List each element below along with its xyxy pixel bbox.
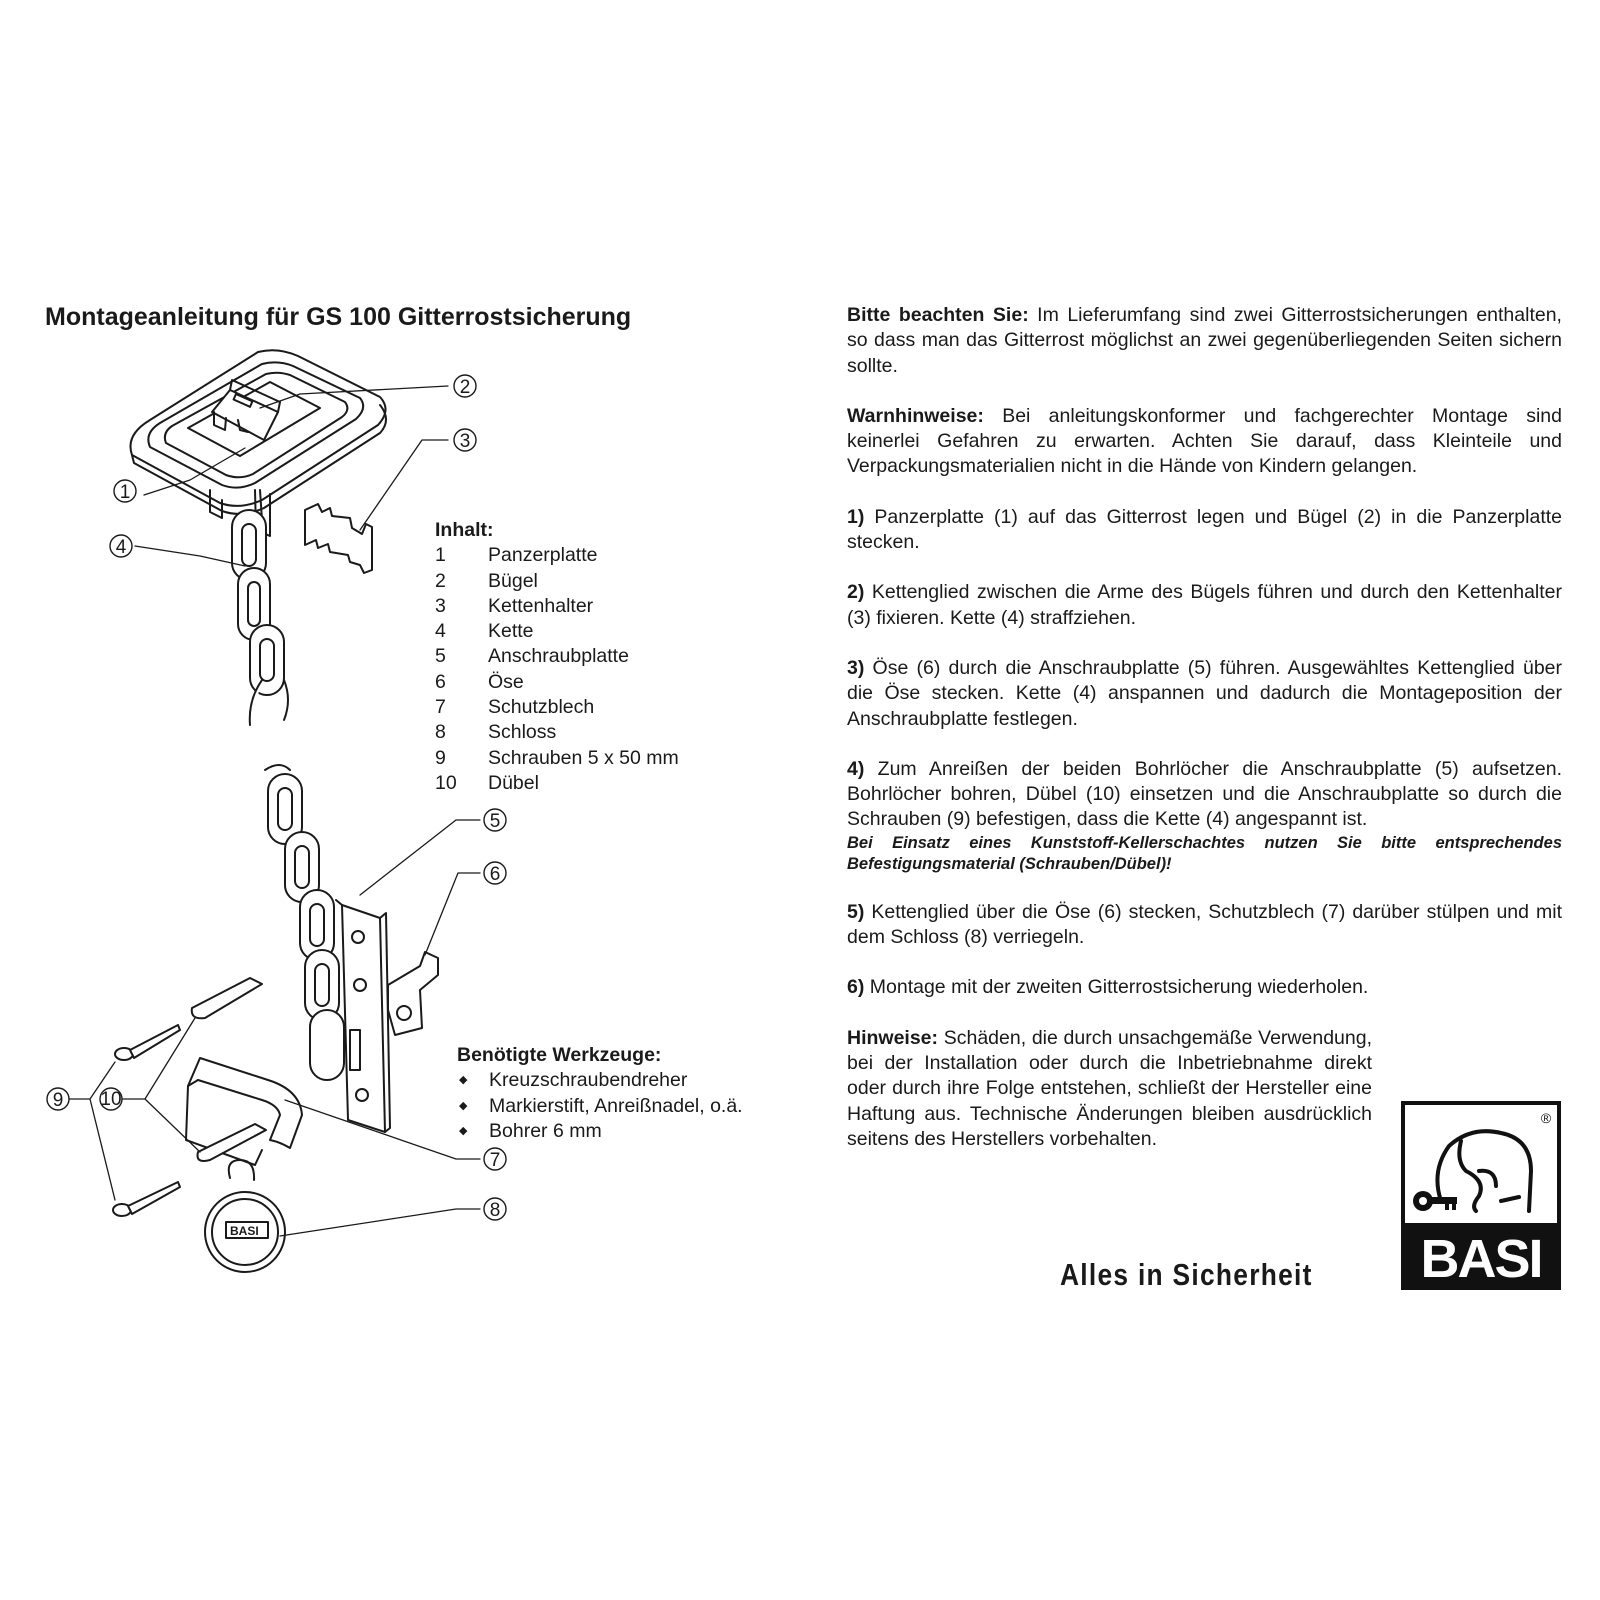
instructions-text [847, 303, 1562, 1177]
contents-item-number: 6 [435, 670, 446, 693]
step-3: 3) Öse (6) durch die Anschraubplatte (5) führen. Ausgewähltes Kettenglied über die Öse stecken. Kette (4) anspannen und dadurch die Montageposition der Anschraubplatte festlegen. [847, 656, 1562, 730]
contents-item [435, 771, 679, 796]
contents-item-number: 3 [435, 594, 446, 617]
lower-chain-drawing [265, 765, 344, 1080]
contents-item-label: Kette [488, 620, 534, 643]
disclaimer-paragraph: Hinweise: Schäden, die durch unsachgemäße Verwendung, bei der Installation oder durch die Inbetriebnahme direkt oder durch ihre Folge entstehen, schließt der Hersteller eine Haftung aus. Technische Änderungen bleiben ausdrücklich seitens des Herstellers vorbehalten. [847, 1026, 1372, 1150]
contents-item-number: 8 [435, 721, 446, 744]
step-5: 5) Kettenglied über die Öse (6) stecken, Schutzblech (7) darüber stülpen und mit dem Schloss (8) verriegeln. [847, 900, 1562, 949]
upper-chain-drawing [232, 510, 288, 725]
contents-item-number: 10 [435, 771, 457, 794]
slogan: Alles in Sicherheit [1060, 1257, 1313, 1292]
contents-item-label: Schloss [488, 721, 557, 744]
contents-item-number: 2 [435, 569, 446, 592]
logo-brand-text: BASI [1420, 1229, 1542, 1289]
step-4-warning: Bei Einsatz eines Kunststoff-Kellerschachtes nutzen Sie bitte entsprechendes Befestigungsmaterial (Schrauben/Dübel)! [847, 833, 1562, 873]
contents-item-label: Kettenhalter [488, 594, 594, 617]
warning-paragraph: Warnhinweise: Bei anleitungskonformer und fachgerechter Montage sind keinerlei Gefahren zu erwarten. Achten Sie darauf, dass Kleinteile und Verpackungsmaterialien nicht in die Hände von Kindern gelangen. [847, 404, 1562, 478]
screw-drawing [113, 1025, 180, 1216]
contents-item-label: Öse [488, 670, 524, 693]
callout-6: 6 [489, 864, 501, 885]
contents-item [435, 619, 679, 644]
callout-4: 4 [115, 537, 127, 558]
diamond-bullet-icon: ◆ [459, 1124, 468, 1137]
tools-item [457, 1094, 743, 1119]
armor-plate-drawing [130, 350, 386, 536]
contents-item [435, 670, 679, 695]
padlock-drawing [205, 1160, 285, 1272]
contents-item-label: Schrauben 5 x 50 mm [488, 746, 679, 769]
step-4: 4) Zum Anreißen der beiden Bohrlöcher die Anschraubplatte (5) aufsetzen. Bohrlöcher bohren, Dübel (10) einsetzen und die Anschraubplatte so durch die Schrauben (9) befestigen, dass die Kette (4) angespannt ist. [847, 757, 1562, 831]
diamond-bullet-icon: ◆ [459, 1099, 468, 1112]
contents-item-label: Schutzblech [488, 696, 595, 719]
contents-item [435, 594, 679, 619]
contents-item [435, 695, 679, 720]
callout-7: 7 [489, 1150, 501, 1171]
step-2: 2) Kettenglied zwischen die Arme des Bügels führen und durch den Kettenhalter (3) fixieren. Kette (4) straffziehen. [847, 581, 1562, 629]
diamond-bullet-icon: ◆ [459, 1074, 468, 1087]
contents-item [435, 720, 679, 745]
note-paragraph: Bitte beachten Sie: Im Lieferumfang sind zwei Gitterrostsicherungen enthalten, so dass man das Gitterrost möglichst an zwei gegenüberliegenden Seiten sichern sollte. [847, 304, 1562, 377]
registered-mark: ® [1540, 1110, 1552, 1126]
contents-item-number: 4 [435, 620, 446, 643]
contents-item-number: 9 [435, 746, 446, 769]
eyelet-drawing [388, 952, 438, 1035]
contents-item-label: Panzerplatte [488, 544, 598, 567]
callout-8: 8 [489, 1200, 501, 1221]
tools-heading: Benötigte Werkzeuge: [457, 1044, 662, 1066]
tools-item [457, 1119, 743, 1144]
contents-item-label: Dübel [488, 771, 539, 794]
chain-holder-drawing [305, 504, 372, 573]
tools-list [457, 1043, 743, 1144]
callout-9: 9 [52, 1090, 64, 1111]
contents-item-number: 5 [435, 645, 446, 668]
padlock-brand-label: BASI [230, 1224, 259, 1238]
contents-item [435, 569, 679, 594]
contents-item [435, 543, 679, 568]
callout-5: 5 [489, 811, 501, 832]
tools-item-label: Kreuzschraubendreher [489, 1069, 688, 1092]
step-1: 1) Panzerplatte (1) auf das Gitterrost legen und Bügel (2) in die Panzerplatte stecken. [847, 505, 1562, 554]
callout-3: 3 [459, 431, 471, 452]
page-title: Montageanleitung für GS 100 Gitterrostsicherung [45, 303, 632, 331]
mounting-plate-drawing [336, 900, 390, 1132]
tools-item-label: Bohrer 6 mm [489, 1119, 602, 1142]
basi-logo [1401, 1101, 1561, 1290]
callout-10: 10 [100, 1089, 122, 1110]
contents-item [435, 746, 679, 771]
step-6: 6) Montage mit der zweiten Gitterrostsicherung wiederholen. [847, 976, 1369, 999]
contents-list [435, 518, 679, 796]
tools-item-label: Markierstift, Anreißnadel, o.ä. [489, 1094, 743, 1117]
contents-item-number: 1 [435, 544, 446, 567]
contents-item-number: 7 [435, 696, 446, 719]
callout-2: 2 [459, 377, 471, 398]
contents-item-label: Anschraubplatte [488, 645, 629, 668]
tools-item [457, 1068, 743, 1093]
callout-1: 1 [119, 482, 131, 503]
contents-item-label: Bügel [488, 569, 538, 592]
contents-item [435, 644, 679, 669]
contents-heading: Inhalt: [435, 519, 494, 541]
